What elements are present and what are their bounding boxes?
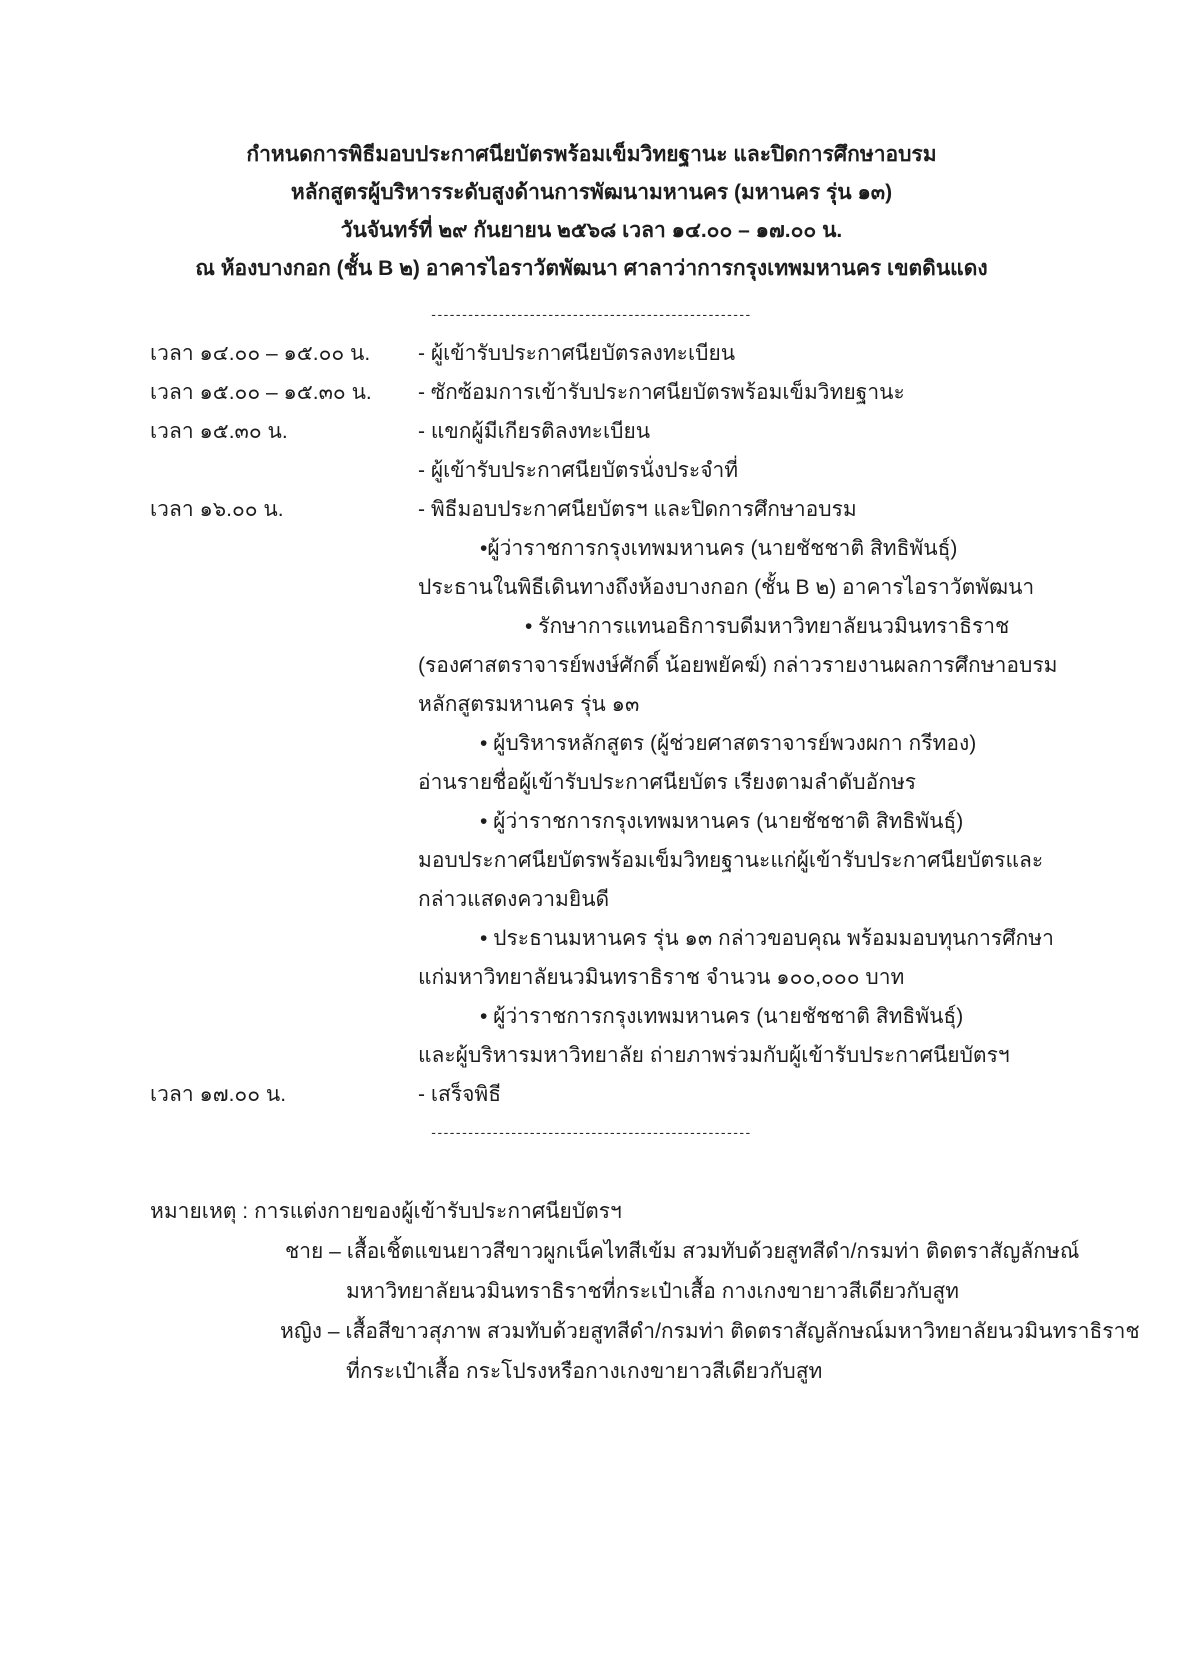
document-title xyxy=(0,0,1183,288)
time-label xyxy=(150,724,418,763)
time-label xyxy=(150,568,418,607)
schedule-row xyxy=(0,373,1183,412)
schedule-text: - แขกผู้มีเกียรติลงทะเบียน xyxy=(418,420,651,443)
schedule-text: • ผู้บริหารหลักสูตร (ผู้ช่วยศาสตราจารย์พวงผกา กรีทอง) xyxy=(480,732,977,755)
schedule-row xyxy=(0,568,1183,607)
title-line-2: หลักสูตรผู้บริหารระดับสูงด้านการพัฒนามหานคร (มหานคร รุ่น ๑๓) xyxy=(290,181,893,204)
time-label: เวลา ๑๔.๐๐ – ๑๕.๐๐ น. xyxy=(150,342,371,365)
note-male-line-2: มหาวิทยาลัยนวมินทราธิราชที่กระเป๋าเสื้อ กางเกงขายาวสีเดียวกับสูท xyxy=(346,1280,960,1303)
schedule-text: หลักสูตรมหานคร รุ่น ๑๓ xyxy=(418,693,640,716)
time-label: เวลา ๑๗.๐๐ น. xyxy=(150,1083,287,1106)
schedule-row xyxy=(0,1075,1183,1114)
time-label xyxy=(150,841,418,880)
dashed-separator-top: ---------------------------------------------------- xyxy=(431,306,752,322)
schedule-row xyxy=(0,802,1183,841)
schedule-row xyxy=(0,997,1183,1036)
schedule-text: กล่าวแสดงความยินดี xyxy=(418,888,610,911)
schedule-text: •ผู้ว่าราชการกรุงเทพมหานคร (นายชัชชาติ สิทธิพันธุ์) xyxy=(480,537,958,560)
schedule-text: และผู้บริหารมหาวิทยาลัย ถ่ายภาพร่วมกับผู้เข้ารับประกาศนียบัตรฯ xyxy=(418,1044,1010,1067)
schedule-row xyxy=(0,412,1183,451)
time-label xyxy=(150,880,418,919)
schedule-text: (รองศาสตราจารย์พงษ์ศักดิ์ น้อยพยัคฆ์) กล่าวรายงานผลการศึกษาอบรม xyxy=(418,654,1058,677)
time-label xyxy=(150,529,418,568)
schedule-row xyxy=(0,1036,1183,1075)
schedule-text: อ่านรายชื่อผู้เข้ารับประกาศนียบัตร เรียงตามลำดับอักษร xyxy=(418,771,917,794)
schedule-row xyxy=(0,529,1183,568)
schedule-row xyxy=(0,919,1183,958)
title-line-3: วันจันทร์ที่ ๒๙ กันยายน ๒๕๖๘ เวลา ๑๔.๐๐ – ๑๗.๐๐ น. xyxy=(340,219,843,242)
schedule-text: - ผู้เข้ารับประกาศนียบัตรนั่งประจำที่ xyxy=(418,459,739,482)
note-female-line-1: หญิง – เสื้อสีขาวสุภาพ สวมทับด้วยสูทสีดำ/กรมท่า ติดตราสัญลักษณ์มหาวิทยาลัยนวมินทราธิราช xyxy=(280,1320,1140,1343)
title-line-1: กำหนดการพิธีมอบประกาศนียบัตรพร้อมเข็มวิทยฐานะ และปิดการศึกษาอบรม xyxy=(246,143,937,166)
time-label: เวลา ๑๕.๓๐ น. xyxy=(150,420,288,443)
schedule-text: • ผู้ว่าราชการกรุงเทพมหานคร (นายชัชชาติ สิทธิพันธุ์) xyxy=(480,810,964,833)
schedule-text: • ผู้ว่าราชการกรุงเทพมหานคร (นายชัชชาติ สิทธิพันธุ์) xyxy=(480,1005,964,1028)
schedule-row xyxy=(0,646,1183,685)
schedule-row xyxy=(0,607,1183,646)
schedule-row xyxy=(0,451,1183,490)
schedule-row xyxy=(0,685,1183,724)
note-female-line-2: ที่กระเป๋าเสื้อ กระโปรงหรือกางเกงขายาวสีเดียวกับสูท xyxy=(346,1360,823,1383)
time-label xyxy=(150,646,418,685)
schedule-row xyxy=(0,841,1183,880)
schedule-text: - ผู้เข้ารับประกาศนียบัตรลงทะเบียน xyxy=(418,342,736,365)
dashed-separator-bottom: ---------------------------------------------------- xyxy=(431,1124,752,1140)
time-label xyxy=(150,958,418,997)
note-male-line-1: ชาย – เสื้อเชิ้ตแขนยาวสีขาวผูกเน็คไทสีเข้ม สวมทับด้วยสูทสีดำ/กรมท่า ติดตราสัญลักษณ์ xyxy=(285,1240,1080,1263)
time-label xyxy=(150,685,418,724)
schedule-text: - ซักซ้อมการเข้ารับประกาศนียบัตรพร้อมเข็มวิทยฐานะ xyxy=(418,381,905,404)
schedule-row xyxy=(0,334,1183,373)
time-label xyxy=(150,1036,418,1075)
time-label xyxy=(150,607,418,646)
schedule-text: มอบประกาศนียบัตรพร้อมเข็มวิทยฐานะแก่ผู้เข้ารับประกาศนียบัตรและ xyxy=(418,849,1044,872)
schedule-text: - พิธีมอบประกาศนียบัตรฯ และปิดการศึกษาอบรม xyxy=(418,498,857,521)
title-line-4: ณ ห้องบางกอก (ชั้น B ๒) อาคารไอราวัตพัฒนา ศาลาว่าการกรุงเทพมหานคร เขตดินแดง xyxy=(195,257,988,280)
time-label xyxy=(150,451,418,490)
schedule-text: ประธานในพิธีเดินทางถึงห้องบางกอก (ชั้น B ๒) อาคารไอราวัตพัฒนา xyxy=(418,576,1035,599)
schedule-row xyxy=(0,880,1183,919)
schedule-text: • ประธานมหานคร รุ่น ๑๓ กล่าวขอบคุณ พร้อมมอบทุนการศึกษา xyxy=(480,927,1054,950)
time-label xyxy=(150,802,418,841)
schedule-text: แก่มหาวิทยาลัยนวมินทราธิราช จำนวน ๑๐๐,๐๐๐ บาท xyxy=(418,966,905,989)
time-label xyxy=(150,763,418,802)
schedule-text: • รักษาการแทนอธิการบดีมหาวิทยาลัยนวมินทราธิราช xyxy=(525,615,1010,638)
schedule-text: - เสร็จพิธี xyxy=(418,1083,502,1106)
note-heading: หมายเหตุ : การแต่งกายของผู้เข้ารับประกาศนียบัตรฯ xyxy=(150,1200,622,1223)
time-label xyxy=(150,997,418,1036)
schedule xyxy=(0,334,1183,1114)
schedule-row xyxy=(0,763,1183,802)
dress-code-note xyxy=(0,1192,1183,1392)
time-label: เวลา ๑๕.๐๐ – ๑๕.๓๐ น. xyxy=(150,381,372,404)
schedule-row xyxy=(0,724,1183,763)
time-label xyxy=(150,919,418,958)
schedule-row xyxy=(0,490,1183,529)
time-label: เวลา ๑๖.๐๐ น. xyxy=(150,498,284,521)
schedule-row xyxy=(0,958,1183,997)
